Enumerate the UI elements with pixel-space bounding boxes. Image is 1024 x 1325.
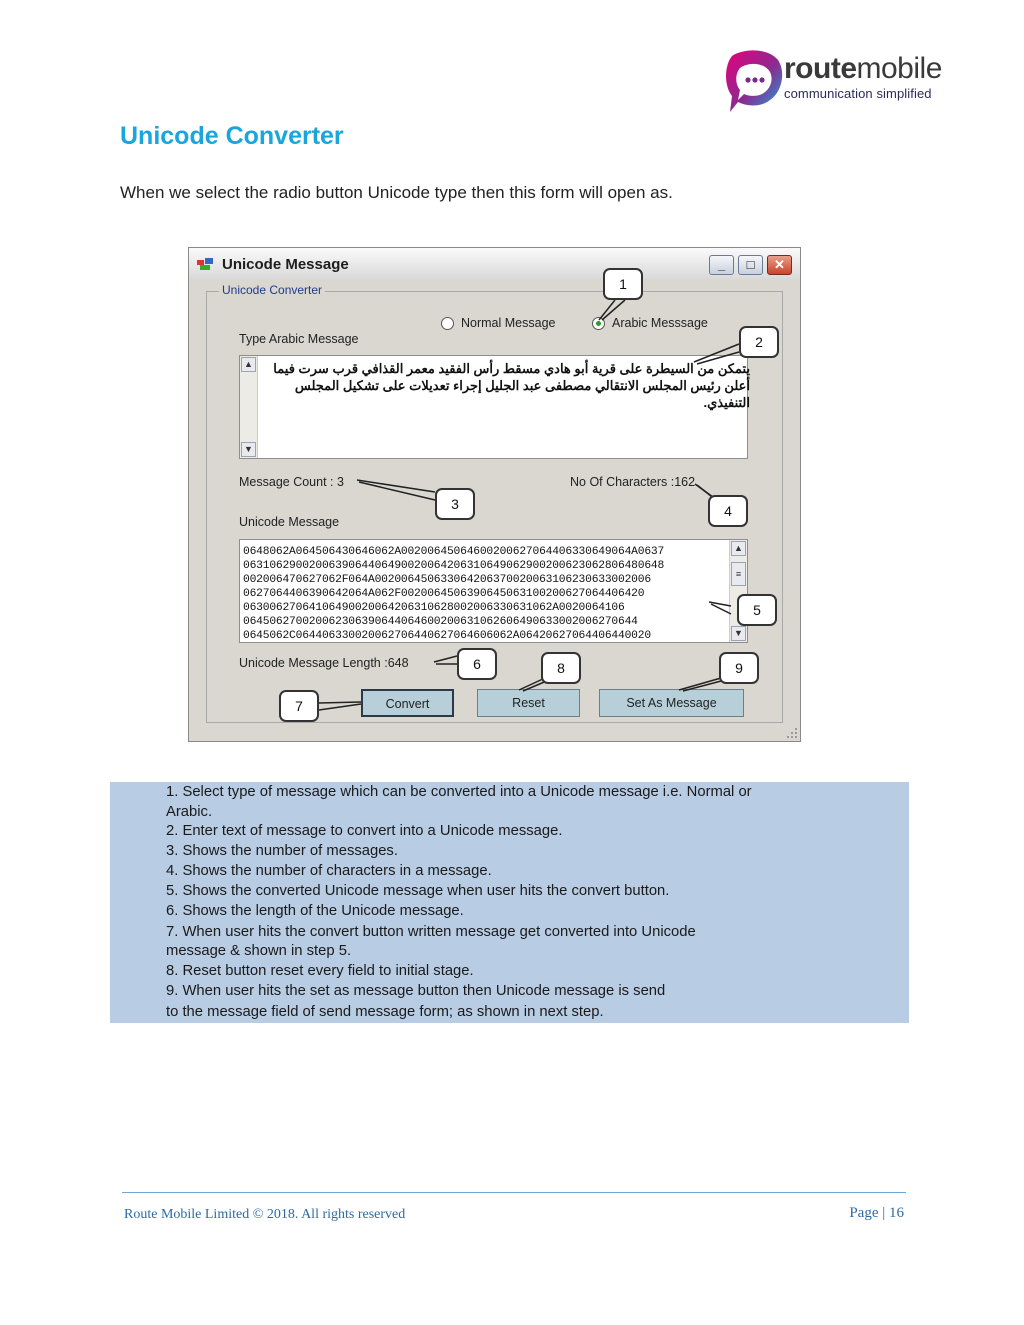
arabic-message-text: يتمكن من السيطرة على قرية أبو هادي مسقط رأس الفقيد معمر القذافي قرب سرت فيما أعلن رئيس المجلس الانتقالي مصطفى عبد الجليل إجراء تعديلات على تشكيل المجلس التنفيذي. <box>273 361 750 410</box>
note-line: 3. Shows the number of messages. <box>166 843 398 859</box>
callout-1: 1 <box>603 268 643 300</box>
group-label: Unicode Converter <box>219 283 325 297</box>
steps-notes-panel <box>110 782 909 1023</box>
scroll-up-icon[interactable]: ▲ <box>241 357 256 372</box>
note-line: 1. Select type of message which can be converted into a Unicode message i.e. Normal or <box>166 784 752 800</box>
message-count: Message Count : 3 <box>239 475 344 489</box>
logo-wordmark <box>784 54 942 101</box>
note-line: 4. Shows the number of characters in a message. <box>166 863 492 879</box>
callout-2: 2 <box>739 326 779 358</box>
logo-brand-bold: route <box>784 52 857 85</box>
logo-brand-light: mobile <box>856 52 942 85</box>
radio-arabic-label: Arabic Messsage <box>612 316 708 330</box>
scroll-down-icon[interactable]: ▼ <box>731 626 746 641</box>
unicode-hex-line: 0627064406390642064A062F0020064506390645063100200627064406420 <box>243 588 645 600</box>
unicode-message-label: Unicode Message <box>239 515 340 529</box>
unicode-hex-line: 0645062C064406330020062706440627064606062A06420627064406440020 <box>243 630 651 642</box>
footer-divider <box>122 1192 906 1193</box>
callout-6: 6 <box>457 648 497 680</box>
route-mobile-logo-icon <box>724 46 786 116</box>
note-line: 5. Shows the converted Unicode message when user hits the convert button. <box>166 883 670 899</box>
note-line: 9. When user hits the set as message button then Unicode message is send <box>166 983 666 999</box>
unicode-hex-line: 0648062A064506430646062A00200645064600200627064406330649064A0637 <box>243 546 665 558</box>
callout-8: 8 <box>541 652 581 684</box>
maximize-icon: □ <box>746 257 755 272</box>
unicode-hex-line: 002006470627062F064A002006450633064206370020063106230633002006 <box>243 574 651 586</box>
note-line: Arabic. <box>166 804 213 820</box>
note-line: to the message field of send message form; as shown in next step. <box>166 1004 604 1020</box>
unicode-hex-line: 06300627064106490020064206310628002006330631062A0020064106 <box>243 602 625 614</box>
callout-4: 4 <box>708 495 748 527</box>
note-line: 7. When user hits the convert button written message get converted into Unicode <box>166 924 696 940</box>
unicode-message-window-screenshot <box>188 247 801 742</box>
footer-page-number: Page | 16 <box>849 1205 904 1221</box>
section-title: Unicode Converter <box>120 122 344 150</box>
no-of-characters: No Of Characters :162 <box>570 475 696 489</box>
scroll-down-icon[interactable]: ▼ <box>241 442 256 457</box>
type-arabic-label: Type Arabic Message <box>239 332 359 346</box>
unicode-hex-line: 0631062900200639064406490020064206310649062900200623062806480648 <box>243 560 665 572</box>
note-line: 2. Enter text of message to convert into a Unicode message. <box>166 823 563 839</box>
scroll-up-icon[interactable]: ▲ <box>731 541 746 556</box>
set-as-message-button[interactable]: Set As Message <box>599 689 744 717</box>
scroll-thumb[interactable]: ≡ <box>731 562 746 586</box>
logo-tagline: communication simplified <box>784 86 932 101</box>
convert-button[interactable]: Convert <box>361 689 454 717</box>
footer-copyright: Route Mobile Limited © 2018. All rights reserved <box>124 1207 406 1222</box>
radio-normal-label: Normal Message <box>461 316 556 330</box>
callout-7: 7 <box>279 690 319 722</box>
unicode-message-length: Unicode Message Length :648 <box>239 656 409 670</box>
minimize-icon: _ <box>717 257 726 272</box>
reset-button[interactable]: Reset <box>477 689 580 717</box>
intro-text: When we select the radio button Unicode type then this form will open as. <box>120 183 673 202</box>
unicode-hex-line: 064506270020062306390644064600200631062606490633002006270644 <box>243 616 638 628</box>
note-line: message & shown in step 5. <box>166 943 352 959</box>
close-icon: ✕ <box>774 257 785 272</box>
callout-3: 3 <box>435 488 475 520</box>
note-line: 8. Reset button reset every field to initial stage. <box>166 963 474 979</box>
note-line: 6. Shows the length of the Unicode message. <box>166 903 464 919</box>
callout-5: 5 <box>737 594 777 626</box>
callout-9: 9 <box>719 652 759 684</box>
resize-grip-icon[interactable] <box>786 727 798 739</box>
window-title: Unicode Message <box>222 256 349 273</box>
